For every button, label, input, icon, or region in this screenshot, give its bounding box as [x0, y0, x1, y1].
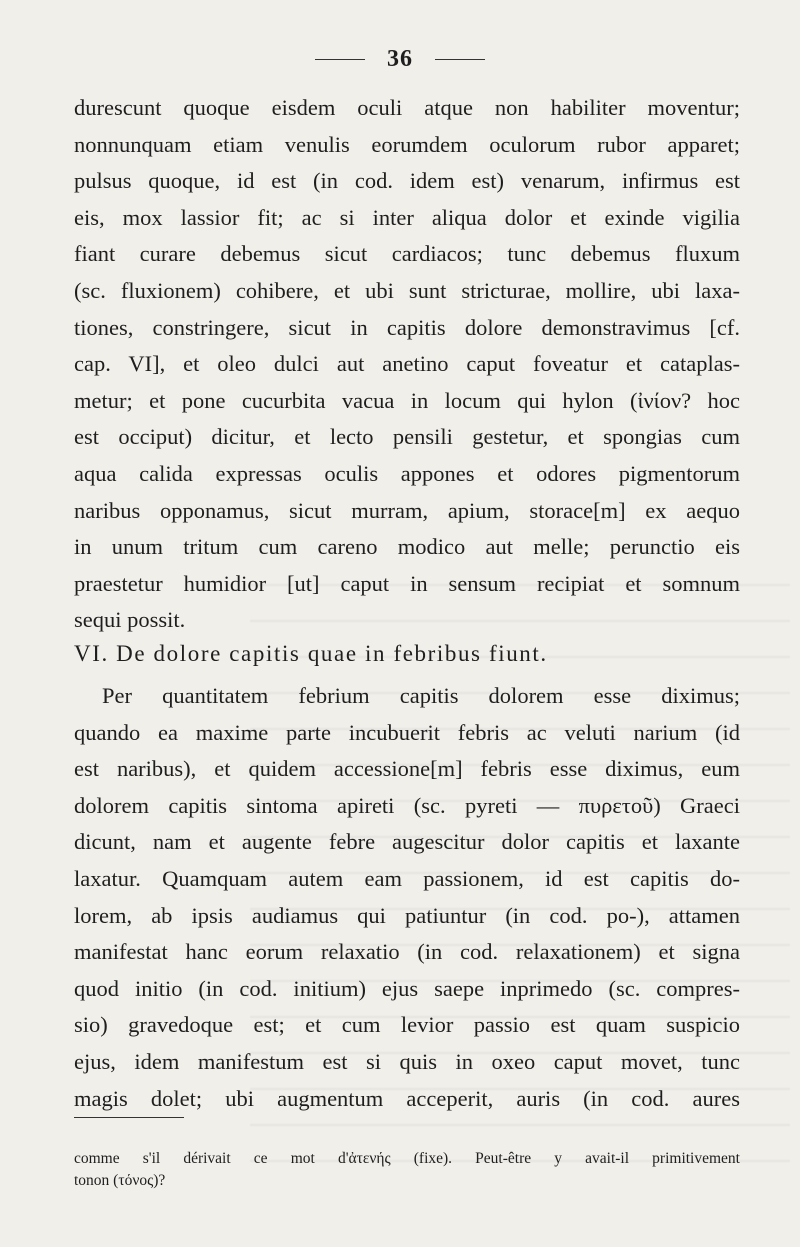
text-line: tiones, constringere, sicut in capitis dolore demonstravimus [cf.	[74, 314, 740, 340]
section-heading: VI. De dolore capitis quae in febribus fiunt.	[74, 641, 548, 666]
page-header	[0, 44, 800, 74]
paragraph-1	[74, 90, 740, 639]
text-line: est occiput) dicitur, et lecto pensili gestetur, et spongias cum	[74, 424, 740, 450]
text-line: fiant curare debemus sicut cardiacos; tunc debemus fluxum	[74, 241, 740, 267]
text-line: nonnunquam etiam venulis eorumdem oculorum rubor apparet;	[74, 131, 740, 157]
footnote-line: comme s'il dérivait ce mot d'ἀτενής (fixe). Peut-être y avait-il primitivement	[74, 1150, 740, 1167]
text-line: metur; et pone cucurbita vacua in locum qui hylon (ἰνίον? hoc	[74, 387, 740, 413]
text-line: manifestat hanc eorum relaxatio (in cod. relaxationem) et signa	[74, 939, 740, 965]
text-line: quando ea maxime parte incubuerit febris ac veluti narium (id	[74, 719, 740, 745]
page-number: 36	[387, 45, 413, 72]
header-rule-left	[315, 59, 365, 60]
text-line: sio) gravedoque est; et cum levior passio est quam suspicio	[74, 1012, 740, 1038]
text-line: pulsus quoque, id est (in cod. idem est) venarum, infirmus est	[74, 168, 740, 194]
text-line: eis, mox lassior fit; ac si inter aliqua dolor et exinde vigilia	[74, 204, 740, 230]
text-line: lorem, ab ipsis audiamus qui patiuntur (in cod. po-), attamen	[74, 902, 740, 928]
text-line: magis dolet; ubi augmentum acceperit, auris (in cod. aures	[74, 1085, 740, 1111]
header-rule-right	[435, 59, 485, 60]
footnote	[74, 1148, 740, 1192]
text-line: ejus, idem manifestum est si quis in oxeo caput movet, tunc	[74, 1048, 740, 1074]
text-line: aqua calida expressas oculis appones et odores pigmentorum	[74, 460, 740, 486]
text-line: laxatur. Quamquam autem eam passionem, id est capitis do-	[74, 865, 740, 891]
text-line: sequi possit.	[74, 607, 186, 633]
text-line: praestetur humidior [ut] caput in sensum recipiat et somnum	[74, 570, 740, 596]
text-line: in unum tritum cum careno modico aut melle; perunctio eis	[74, 534, 740, 560]
footnote-line: tonon (τόνος)?	[74, 1172, 166, 1189]
text-line: quod initio (in cod. initium) ejus saepe inprimedo (sc. compres-	[74, 975, 740, 1001]
text-line: est naribus), et quidem accessione[m] febris esse diximus, eum	[74, 756, 740, 782]
text-line: Per quantitatem febrium capitis dolorem esse diximus;	[102, 683, 740, 708]
text-line: dolorem capitis sintoma apireti (sc. pyreti — πυρετοῦ) Graeci	[74, 792, 740, 818]
footnote-rule	[74, 1117, 184, 1118]
text-line: dicunt, nam et augente febre augescitur dolor capitis et laxante	[74, 829, 740, 855]
text-line: cap. VI], et oleo dulci aut anetino caput foveatur et cataplas-	[74, 351, 740, 377]
text-line: durescunt quoque eisdem oculi atque non habiliter moventur;	[74, 95, 740, 120]
text-line: (sc. fluxionem) cohibere, et ubi sunt stricturae, mollire, ubi laxa-	[74, 277, 740, 303]
paragraph-2	[74, 678, 740, 1117]
text-line: naribus opponamus, sicut murram, apium, storace[m] ex aequo	[74, 497, 740, 523]
